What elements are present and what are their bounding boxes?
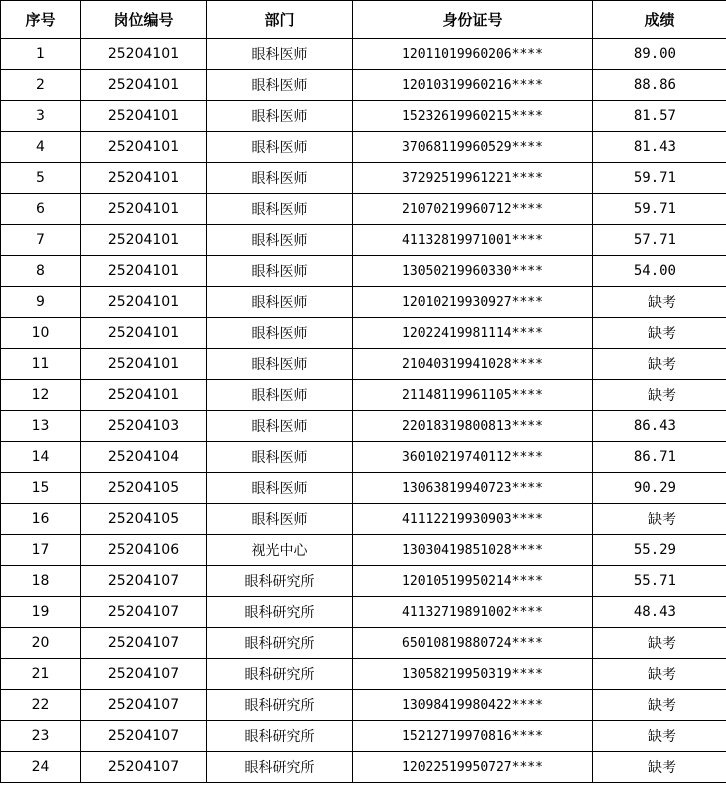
table-row: [1, 411, 726, 442]
department-cell: 眼科医师: [207, 349, 353, 380]
table-row: [1, 225, 726, 256]
row-index-cell: 18: [1, 566, 81, 597]
score-cell: 81.57: [593, 101, 726, 132]
row-index-cell: 21: [1, 659, 81, 690]
post-code-cell: 25204107: [81, 752, 207, 783]
table-row: [1, 721, 726, 752]
header-row: [1, 1, 726, 39]
row-index-cell: 24: [1, 752, 81, 783]
id-number-cell: 12011019960206****: [353, 39, 593, 70]
department-cell: 眼科医师: [207, 70, 353, 101]
row-index-cell: 9: [1, 287, 81, 318]
row-index-cell: 2: [1, 70, 81, 101]
id-number-cell: 13058219950319****: [353, 659, 593, 690]
table-row: [1, 349, 726, 380]
score-cell: 55.29: [593, 535, 726, 566]
post-code-cell: 25204107: [81, 659, 207, 690]
header-post-code: 岗位编号: [81, 1, 207, 39]
department-cell: 眼科医师: [207, 256, 353, 287]
id-number-cell: 13030419851028****: [353, 535, 593, 566]
department-cell: 眼科医师: [207, 318, 353, 349]
post-code-cell: 25204101: [81, 318, 207, 349]
post-code-cell: 25204101: [81, 39, 207, 70]
id-number-cell: 13063819940723****: [353, 473, 593, 504]
score-cell: 86.71: [593, 442, 726, 473]
department-cell: 眼科医师: [207, 380, 353, 411]
department-cell: 眼科医师: [207, 442, 353, 473]
post-code-cell: 25204107: [81, 597, 207, 628]
id-number-cell: 41112219930903****: [353, 504, 593, 535]
department-cell: 眼科研究所: [207, 690, 353, 721]
score-cell: 54.00: [593, 256, 726, 287]
row-index-cell: 1: [1, 39, 81, 70]
department-cell: 眼科医师: [207, 473, 353, 504]
post-code-cell: 25204106: [81, 535, 207, 566]
table-row: [1, 132, 726, 163]
table-row: [1, 39, 726, 70]
department-cell: 眼科研究所: [207, 628, 353, 659]
id-number-cell: 12022519950727****: [353, 752, 593, 783]
post-code-cell: 25204101: [81, 256, 207, 287]
score-cell: 89.00: [593, 39, 726, 70]
score-cell: 90.29: [593, 473, 726, 504]
id-number-cell: 13050219960330****: [353, 256, 593, 287]
id-number-cell: 15212719970816****: [353, 721, 593, 752]
score-cell: 缺考: [593, 659, 726, 690]
header-id-number: 身份证号: [353, 1, 593, 39]
department-cell: 眼科医师: [207, 132, 353, 163]
id-number-cell: 41132819971001****: [353, 225, 593, 256]
department-cell: 眼科研究所: [207, 721, 353, 752]
score-cell: 缺考: [593, 318, 726, 349]
post-code-cell: 25204101: [81, 194, 207, 225]
table-row: [1, 287, 726, 318]
table-row: [1, 163, 726, 194]
header-department: 部门: [207, 1, 353, 39]
row-index-cell: 4: [1, 132, 81, 163]
id-number-cell: 21040319941028****: [353, 349, 593, 380]
post-code-cell: 25204105: [81, 473, 207, 504]
score-cell: 59.71: [593, 163, 726, 194]
row-index-cell: 20: [1, 628, 81, 659]
row-index-cell: 16: [1, 504, 81, 535]
row-index-cell: 7: [1, 225, 81, 256]
id-number-cell: 41132719891002****: [353, 597, 593, 628]
score-cell: 缺考: [593, 690, 726, 721]
table-row: [1, 566, 726, 597]
score-cell: 57.71: [593, 225, 726, 256]
score-cell: 缺考: [593, 504, 726, 535]
row-index-cell: 3: [1, 101, 81, 132]
department-cell: 眼科研究所: [207, 659, 353, 690]
id-number-cell: 12010219930927****: [353, 287, 593, 318]
department-cell: 眼科医师: [207, 225, 353, 256]
department-cell: 眼科医师: [207, 504, 353, 535]
row-index-cell: 22: [1, 690, 81, 721]
header-index: 序号: [1, 1, 81, 39]
table-row: [1, 256, 726, 287]
department-cell: 眼科研究所: [207, 597, 353, 628]
row-index-cell: 14: [1, 442, 81, 473]
post-code-cell: 25204107: [81, 690, 207, 721]
row-index-cell: 13: [1, 411, 81, 442]
score-cell: 88.86: [593, 70, 726, 101]
department-cell: 视光中心: [207, 535, 353, 566]
table-body: [1, 39, 726, 783]
row-index-cell: 17: [1, 535, 81, 566]
score-cell: 缺考: [593, 349, 726, 380]
id-number-cell: 12022419981114****: [353, 318, 593, 349]
post-code-cell: 25204105: [81, 504, 207, 535]
department-cell: 眼科医师: [207, 287, 353, 318]
id-number-cell: 37068119960529****: [353, 132, 593, 163]
table-row: [1, 504, 726, 535]
id-number-cell: 21148119961105****: [353, 380, 593, 411]
post-code-cell: 25204107: [81, 721, 207, 752]
row-index-cell: 11: [1, 349, 81, 380]
score-cell: 缺考: [593, 628, 726, 659]
post-code-cell: 25204101: [81, 287, 207, 318]
table-row: [1, 659, 726, 690]
table-row: [1, 628, 726, 659]
row-index-cell: 23: [1, 721, 81, 752]
table-row: [1, 101, 726, 132]
score-cell: 81.43: [593, 132, 726, 163]
score-cell: 缺考: [593, 752, 726, 783]
post-code-cell: 25204101: [81, 70, 207, 101]
post-code-cell: 25204101: [81, 225, 207, 256]
row-index-cell: 5: [1, 163, 81, 194]
table-row: [1, 380, 726, 411]
post-code-cell: 25204107: [81, 566, 207, 597]
table-row: [1, 473, 726, 504]
table-row: [1, 442, 726, 473]
header-score: 成绩: [593, 1, 726, 39]
department-cell: 眼科医师: [207, 194, 353, 225]
post-code-cell: 25204103: [81, 411, 207, 442]
department-cell: 眼科医师: [207, 163, 353, 194]
department-cell: 眼科医师: [207, 101, 353, 132]
post-code-cell: 25204101: [81, 380, 207, 411]
post-code-cell: 25204107: [81, 628, 207, 659]
id-number-cell: 12010319960216****: [353, 70, 593, 101]
id-number-cell: 12010519950214****: [353, 566, 593, 597]
table-row: [1, 535, 726, 566]
id-number-cell: 65010819880724****: [353, 628, 593, 659]
post-code-cell: 25204101: [81, 132, 207, 163]
id-number-cell: 36010219740112****: [353, 442, 593, 473]
score-cell: 缺考: [593, 287, 726, 318]
table-row: [1, 752, 726, 783]
score-cell: 缺考: [593, 721, 726, 752]
row-index-cell: 12: [1, 380, 81, 411]
table-row: [1, 194, 726, 225]
row-index-cell: 6: [1, 194, 81, 225]
row-index-cell: 8: [1, 256, 81, 287]
department-cell: 眼科医师: [207, 411, 353, 442]
id-number-cell: 37292519961221****: [353, 163, 593, 194]
score-cell: 86.43: [593, 411, 726, 442]
department-cell: 眼科研究所: [207, 752, 353, 783]
table-row: [1, 70, 726, 101]
table-row: [1, 690, 726, 721]
row-index-cell: 10: [1, 318, 81, 349]
table-row: [1, 597, 726, 628]
id-number-cell: 22018319800813****: [353, 411, 593, 442]
row-index-cell: 19: [1, 597, 81, 628]
post-code-cell: 25204101: [81, 349, 207, 380]
id-number-cell: 21070219960712****: [353, 194, 593, 225]
post-code-cell: 25204104: [81, 442, 207, 473]
row-index-cell: 15: [1, 473, 81, 504]
post-code-cell: 25204101: [81, 101, 207, 132]
table-row: [1, 318, 726, 349]
score-cell: 55.71: [593, 566, 726, 597]
id-number-cell: 15232619960215****: [353, 101, 593, 132]
department-cell: 眼科研究所: [207, 566, 353, 597]
score-cell: 59.71: [593, 194, 726, 225]
department-cell: 眼科医师: [207, 39, 353, 70]
post-code-cell: 25204101: [81, 163, 207, 194]
id-number-cell: 13098419980422****: [353, 690, 593, 721]
score-cell: 缺考: [593, 380, 726, 411]
score-cell: 48.43: [593, 597, 726, 628]
